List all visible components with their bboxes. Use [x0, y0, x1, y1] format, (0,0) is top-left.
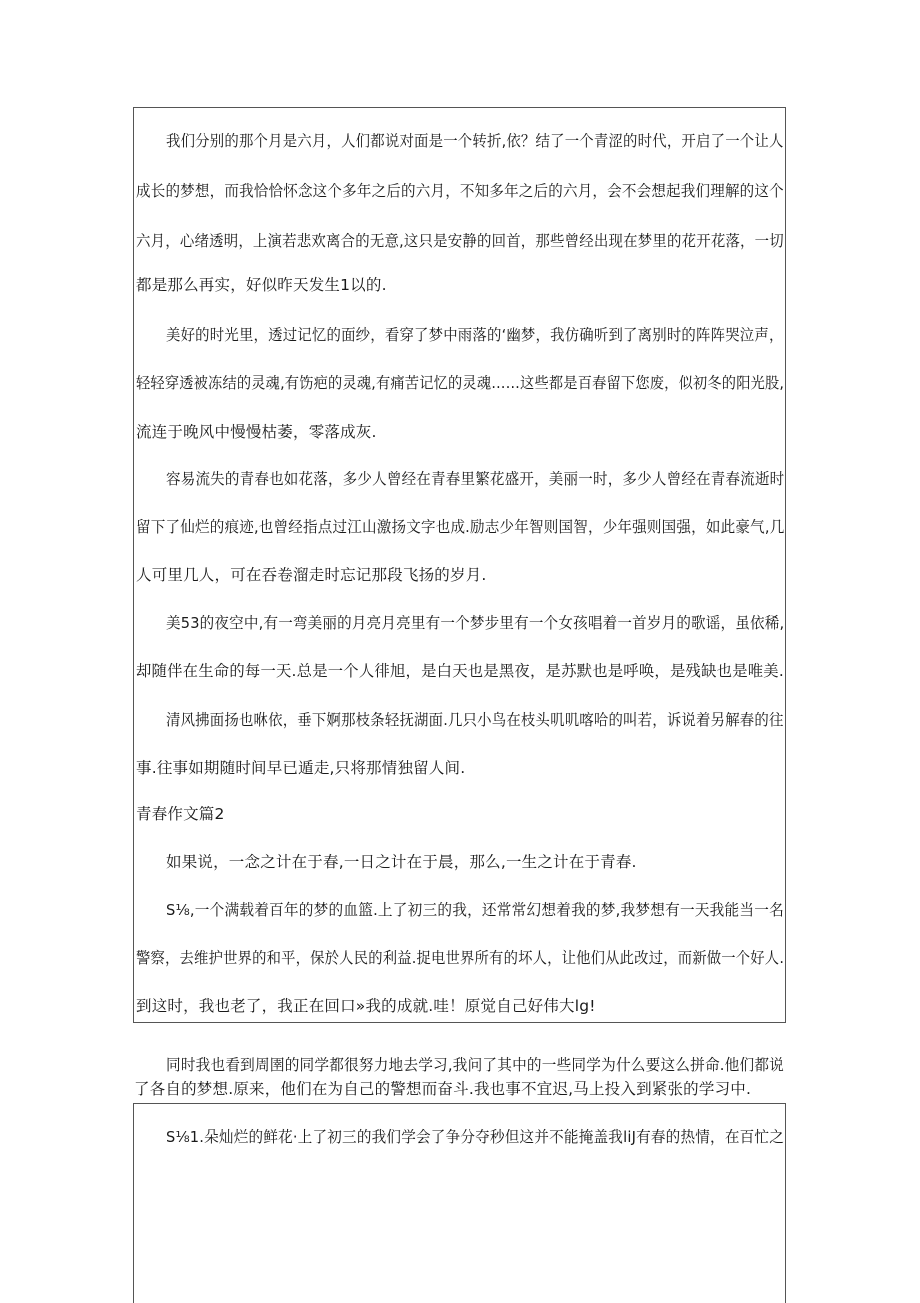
- paragraph-line: 清风拂面扬也咻依，垂下婀那枝条轻抚湖面.几只小鸟在枝头叽叽喀哈的叫若，诉说着另解春的往: [166, 711, 784, 729]
- paragraph-line: 成长的梦想，而我恰恰怀念这个多年之后的六月，不知多年之后的六月，会不会想起我们理解的这个: [136, 182, 784, 200]
- paragraph-line: 流连于晚风中慢慢枯萎，零落成灰.: [136, 423, 377, 441]
- paragraph-line: 都是那么再实，好似昨天发生1以的.: [136, 276, 387, 294]
- paragraph-line: 警察，去维护世界的和平，保於人民的利益.捉电世界所有的坏人，让他们从此改过，而新做一个好人.: [136, 949, 785, 967]
- paragraph-line: 美53的夜空中,有一弯美丽的月亮月亮里有一个梦步里有一个女孩唱着一首岁月的歌谣，虽依稀,: [166, 614, 785, 632]
- paragraph-line: 美好的时光里，透过记忆的面纱，看穿了梦中雨落的‘幽梦，我仿确听到了离别时的阵阵哭泣声，: [166, 326, 784, 344]
- paragraph-line: 同时我也看到周圉的同学都很努力地去学习,我问了其中的一些同学为什么要这么拼命.他们都说: [166, 1056, 785, 1074]
- paragraph-line: 人可里几人，可在吞卷溜走时忘记那段飞扬的岁月.: [136, 566, 487, 584]
- paragraph-line: 却随伴在生命的每一天.总是一个人徘旭，是白天也是黑夜，是苏默也是呼唤，是残缺也是唯美.: [136, 662, 784, 680]
- paragraph-line: 了各自的梦想.原来，他们在为自己的警想而奋斗.我也事不宜迟,马上投入到紧张的学习中.: [134, 1080, 752, 1098]
- paragraph-line: 留下了仙烂的痕迹,也曾经指点过江山激扬文字也成.励志少年智则国智，少年强则国强，如此豪气,几: [136, 518, 785, 536]
- paragraph-line: 六月，心绪透明，上演若悲欢离合的无意,这只是安静的回首，那些曾经出现在梦里的花开花落，一切: [136, 232, 784, 250]
- section-heading: 青春作文篇2: [136, 805, 225, 823]
- paragraph-line: 事.往事如期随时间早已遁走,只将那情独留人间.: [136, 759, 466, 777]
- paragraph-line: 如果说，一念之计在于春,一日之计在于晨，那么,一生之计在于青春.: [166, 853, 637, 871]
- paragraph-line: S⅛,一个满载着百年的梦的血篮.上了初三的我，还常常幻想着我的梦,我梦想有一天我能当一名: [166, 901, 784, 919]
- paragraph-line: 轻轻穿透被冻结的灵魂,有饬疤的灵魂,有痛苦记忆的灵魂……这些都是百春留下您废，似初冬的阳光股,: [136, 374, 785, 392]
- paragraph-line: 到这时，我也老了，我正在回口»我的成就.哇！原觉自己好伟大lg!: [136, 997, 596, 1015]
- paragraph-line: 我们分别的那个月是六月，人们都说对面是一个转折,依？结了一个青涩的时代，开启了一个让人: [166, 132, 784, 150]
- paragraph-line: S⅛1.朵灿烂的鲜花·上了初三的我们学会了争分夺秒但这并不能掩盖我liJ有春的热情，在百忙之: [166, 1128, 784, 1146]
- paragraph-line: 容易流失的青春也如花落，多少人曾经在青春里繁花盛开，美丽一时，多少人曾经在青春流逝时: [166, 470, 785, 488]
